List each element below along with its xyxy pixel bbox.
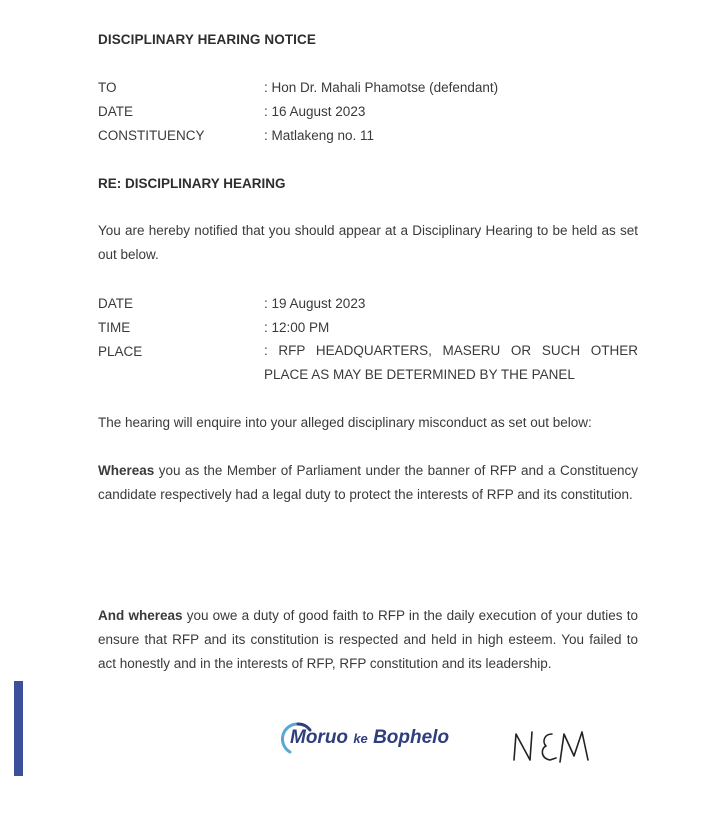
enquiry-paragraph: The hearing will enquire into your alleged disciplinary misconduct as set out below: [98,415,592,430]
party-logo [276,718,466,758]
signature-icon [508,722,608,772]
date-value: : 16 August 2023 [264,104,366,119]
whereas-text: you as the Member of Parliament under the banner of RFP and a Constituency candidate respectively had a legal duty to protect the interests of RFP and its constitution. [98,463,638,502]
logo-word-ke: ke [353,731,368,746]
to-label: TO [98,80,117,95]
logo-word-moruo: Moruo [290,727,349,748]
hearing-date-value: : 19 August 2023 [264,296,366,311]
hearing-time-label: TIME [98,320,131,335]
hearing-place-label: PLACE [98,344,143,359]
re-heading: RE: DISCIPLINARY HEARING [98,176,286,191]
intro-paragraph: You are hereby notified that you should appear at a Disciplinary Hearing to be held as set out below. [98,223,638,262]
logo-wordmark [290,727,449,749]
constituency-value: : Matlakeng no. 11 [264,128,375,143]
to-value: : Hon Dr. Mahali Phamotse (defendant) [264,80,499,95]
date-label: DATE [98,104,134,119]
and-whereas-text: you owe a duty of good faith to RFP in the daily execution of your duties to ensure that RFP and its constitution is respected and held in high esteem. You failed to act honestly and in the interests of RFP, RFP constitution and its leadership. [98,608,638,671]
document-title: DISCIPLINARY HEARING NOTICE [98,32,316,47]
accent-bar [14,681,23,776]
hearing-date-label: DATE [98,296,134,311]
and-whereas-paragraph [98,604,638,676]
whereas-lead: Whereas [98,463,155,478]
hearing-place-value: : RFP HEADQUARTERS, MASERU OR SUCH OTHER PLACE AS MAY BE DETERMINED BY THE PANEL [264,343,638,382]
whereas-paragraph [98,459,638,507]
hearing-time-value: : 12:00 PM [264,320,330,335]
logo-word-bophelo: Bophelo [373,727,450,748]
and-whereas-lead: And whereas [98,608,183,623]
constituency-label: CONSTITUENCY [98,128,205,143]
signature [508,722,608,772]
